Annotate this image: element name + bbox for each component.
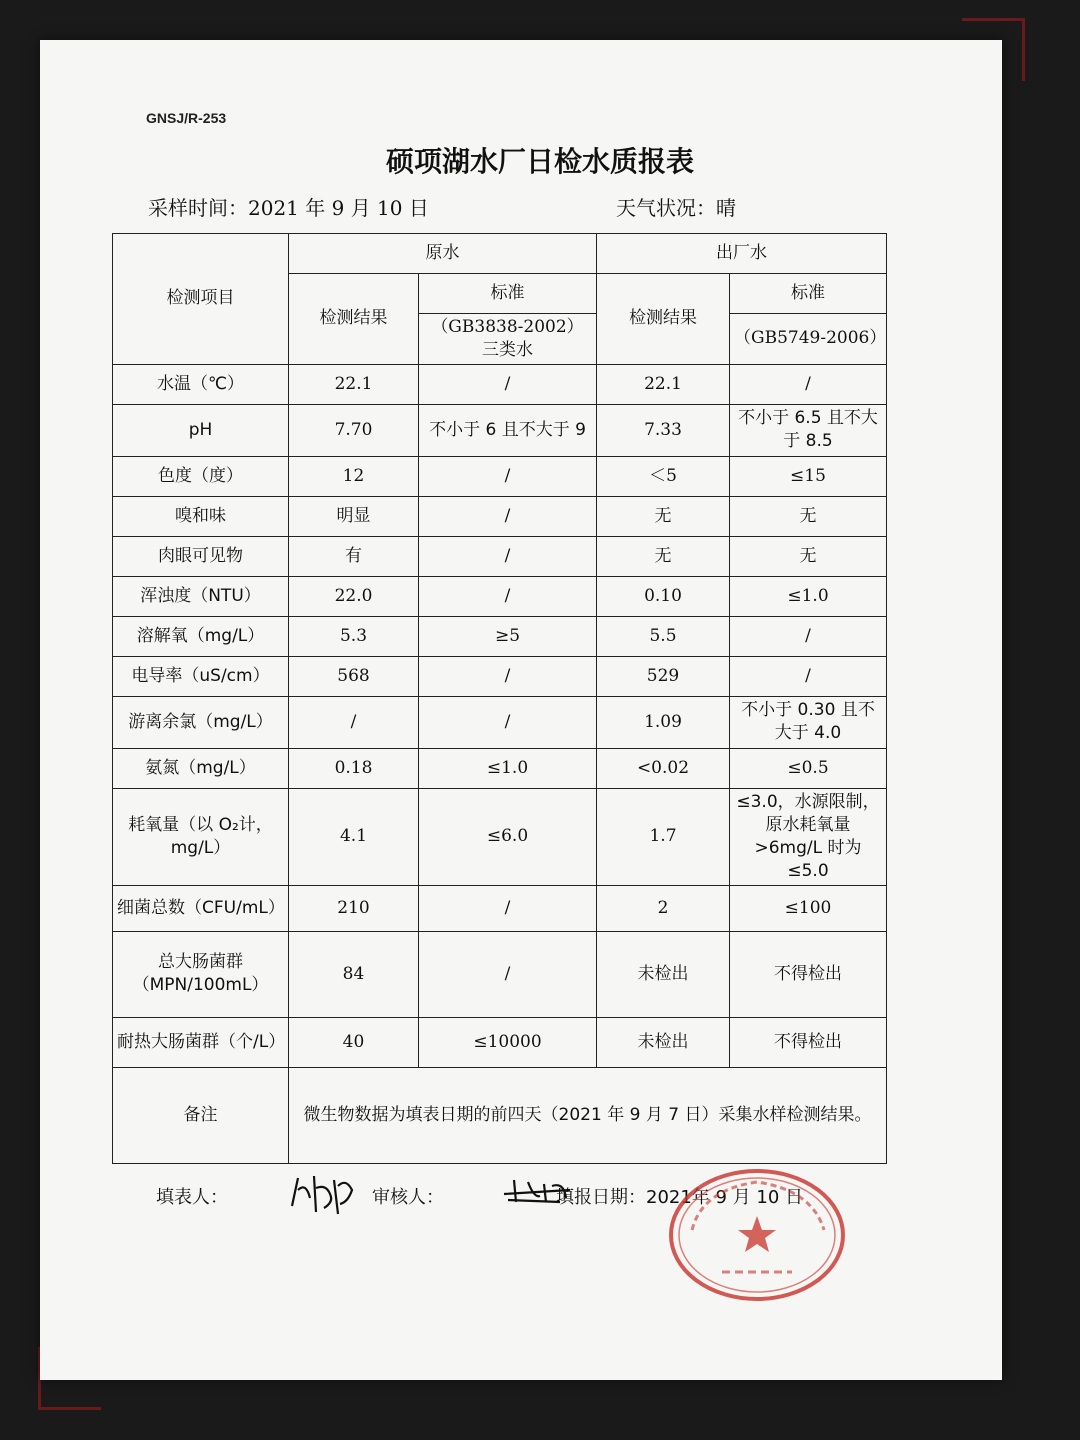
header-out-standard: 标准 xyxy=(730,274,887,314)
row-raw-standard-cell: / xyxy=(419,496,597,536)
header-item: 检测项目 xyxy=(113,234,289,365)
row-raw-standard-cell: ≤10000 xyxy=(419,1017,597,1067)
row-item-cell: 总大肠菌群（MPN/100mL） xyxy=(113,931,289,1017)
row-raw-standard-cell: / xyxy=(419,456,597,496)
row-raw-result-cell: / xyxy=(289,696,419,748)
header-raw-standard: 标准 xyxy=(419,274,597,314)
weather-label: 天气状况： xyxy=(616,196,716,220)
row-raw-result-cell: 5.3 xyxy=(289,616,419,656)
row-out-result-cell: 1.7 xyxy=(597,788,730,885)
row-raw-standard-cell: / xyxy=(419,696,597,748)
table-row xyxy=(113,656,887,696)
row-out-standard-cell: ≤100 xyxy=(730,885,887,931)
row-out-standard-cell: ≤0.5 xyxy=(730,748,887,788)
row-out-standard-cell: ≤3.0，水源限制，原水耗氧量>6mg/L 时为≤5.0 xyxy=(730,788,887,885)
row-item-cell: 氨氮（mg/L） xyxy=(113,748,289,788)
document-code: GNSJ/R-253 xyxy=(146,110,227,126)
out-standard-ref: （GB5749-2006） xyxy=(730,314,887,365)
row-out-standard-cell: / xyxy=(730,656,887,696)
table-row xyxy=(113,696,887,748)
row-item-cell: 耗氧量（以 O₂计，mg/L） xyxy=(113,788,289,885)
table-row xyxy=(113,536,887,576)
row-out-standard-cell: / xyxy=(730,616,887,656)
row-raw-result-cell: 有 xyxy=(289,536,419,576)
raw-standard-ref xyxy=(419,314,597,365)
table-row xyxy=(113,788,887,885)
row-raw-standard-cell: ≤6.0 xyxy=(419,788,597,885)
header-raw-water: 原水 xyxy=(289,234,597,274)
row-out-standard-cell: ≤15 xyxy=(730,456,887,496)
row-out-result-cell: 未检出 xyxy=(597,931,730,1017)
row-out-standard-cell: 无 xyxy=(730,536,887,576)
report-date-label: 填报日期： xyxy=(556,1187,646,1208)
row-raw-result-cell: 22.0 xyxy=(289,576,419,616)
row-raw-standard-cell: 不小于 6 且不大于 9 xyxy=(419,404,597,456)
row-out-result-cell: 22.1 xyxy=(597,364,730,404)
row-raw-result-cell: 84 xyxy=(289,931,419,1017)
row-out-result-cell: 5.5 xyxy=(597,616,730,656)
filler-label: 填表人： xyxy=(156,1187,228,1208)
water-quality-table xyxy=(112,233,887,1164)
row-raw-result-cell: 568 xyxy=(289,656,419,696)
row-raw-result-cell: 40 xyxy=(289,1017,419,1067)
sampling-time-label: 采样时间： xyxy=(148,196,248,220)
row-out-result-cell: <0.02 xyxy=(597,748,730,788)
raw-standard-code: （GB3838-2002） xyxy=(431,317,584,337)
row-out-standard-cell: 不小于 0.30 且不大于 4.0 xyxy=(730,696,887,748)
remark-text: 微生物数据为填表日期的前四天（2021 年 9 月 7 日）采集水样检测结果。 xyxy=(289,1067,887,1163)
table-row xyxy=(113,1017,887,1067)
table-row xyxy=(113,616,887,656)
row-raw-standard-cell: / xyxy=(419,931,597,1017)
table-row xyxy=(113,576,887,616)
table-row xyxy=(113,404,887,456)
sampling-time xyxy=(148,192,429,221)
row-out-standard-cell: 不得检出 xyxy=(730,931,887,1017)
row-item-cell: 肉眼可见物 xyxy=(113,536,289,576)
row-out-result-cell: 2 xyxy=(597,885,730,931)
row-out-standard-cell: 不小于 6.5 且不大于 8.5 xyxy=(730,404,887,456)
row-item-cell: 水温（℃） xyxy=(113,364,289,404)
row-item-cell: 溶解氧（mg/L） xyxy=(113,616,289,656)
table-row xyxy=(113,456,887,496)
row-raw-standard-cell: / xyxy=(419,576,597,616)
row-raw-standard-cell: ≤1.0 xyxy=(419,748,597,788)
sampling-time-value: 2021 年 9 月 10 日 xyxy=(248,196,429,220)
row-item-cell: 游离余氯（mg/L） xyxy=(113,696,289,748)
row-item-cell: 细菌总数（CFU/mL） xyxy=(113,885,289,931)
remark-label: 备注 xyxy=(113,1067,289,1163)
row-item-cell: 色度（度） xyxy=(113,456,289,496)
row-out-result-cell: ＜5 xyxy=(597,456,730,496)
official-seal-stamp xyxy=(662,1160,852,1310)
row-out-result-cell: 未检出 xyxy=(597,1017,730,1067)
row-item-cell: 耐热大肠菌群（个/L） xyxy=(113,1017,289,1067)
header-raw-result: 检测结果 xyxy=(289,274,419,365)
row-out-result-cell: 无 xyxy=(597,536,730,576)
weather xyxy=(616,192,736,221)
row-out-result-cell: 无 xyxy=(597,496,730,536)
row-out-standard-cell: ≤1.0 xyxy=(730,576,887,616)
row-item-cell: pH xyxy=(113,404,289,456)
row-raw-result-cell: 22.1 xyxy=(289,364,419,404)
header-out-result: 检测结果 xyxy=(597,274,730,365)
table-row xyxy=(113,748,887,788)
table-body xyxy=(113,364,887,1067)
table-row xyxy=(113,364,887,404)
row-raw-result-cell: 明显 xyxy=(289,496,419,536)
row-out-result-cell: 7.33 xyxy=(597,404,730,456)
row-item-cell: 嗅和味 xyxy=(113,496,289,536)
row-item-cell: 电导率（uS/cm） xyxy=(113,656,289,696)
row-raw-result-cell: 12 xyxy=(289,456,419,496)
table-row xyxy=(113,885,887,931)
row-out-standard-cell: / xyxy=(730,364,887,404)
table-row xyxy=(113,931,887,1017)
table-row xyxy=(113,496,887,536)
row-item-cell: 浑浊度（NTU） xyxy=(113,576,289,616)
row-raw-standard-cell: ≥5 xyxy=(419,616,597,656)
row-raw-standard-cell: / xyxy=(419,885,597,931)
row-out-standard-cell: 不得检出 xyxy=(730,1017,887,1067)
row-out-standard-cell: 无 xyxy=(730,496,887,536)
row-raw-standard-cell: / xyxy=(419,536,597,576)
row-out-result-cell: 529 xyxy=(597,656,730,696)
row-raw-result-cell: 4.1 xyxy=(289,788,419,885)
reviewer-label: 审核人： xyxy=(372,1187,444,1208)
row-raw-result-cell: 7.70 xyxy=(289,404,419,456)
header-outlet-water: 出厂水 xyxy=(597,234,887,274)
weather-value: 晴 xyxy=(716,196,736,220)
report-date-value: 2021年 9 月 10 日 xyxy=(646,1187,804,1208)
page-title: 硕项湖水厂日检水质报表 xyxy=(385,145,694,178)
row-raw-standard-cell: / xyxy=(419,656,597,696)
raw-standard-class: 三类水 xyxy=(482,339,533,360)
row-raw-standard-cell: / xyxy=(419,364,597,404)
row-raw-result-cell: 210 xyxy=(289,885,419,931)
filler-signature xyxy=(286,1168,358,1218)
row-raw-result-cell: 0.18 xyxy=(289,748,419,788)
row-out-result-cell: 0.10 xyxy=(597,576,730,616)
row-out-result-cell: 1.09 xyxy=(597,696,730,748)
